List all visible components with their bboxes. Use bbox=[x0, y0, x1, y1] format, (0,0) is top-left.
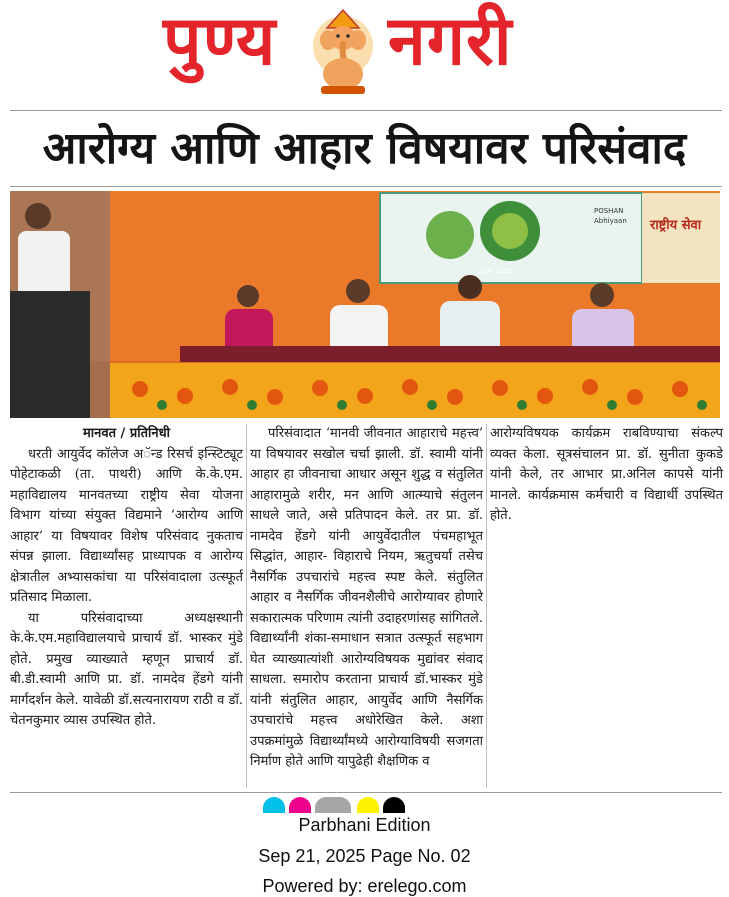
registration-mark-magenta bbox=[289, 797, 311, 813]
event-photo bbox=[10, 191, 720, 418]
article-paragraph-2: या परिसंवादाच्या अध्यक्षस्थानी के.के.एम.महाविद्यालयाचे प्राचार्य डॉ. भास्कर मुंडे होते. प्रमुख व्याख्याते म्हणून प्राचार्य डॉ. बी.डी.स्वामी आणि प्रा. डॉ. नामदेव हेंडगे यांनी मार्गदर्शन केले. यावेळी डॉ.सत्यनारायण राठी व डॉ. चेतनकुमार व्यास उपस्थित होते. bbox=[10, 610, 243, 728]
registration-mark-gray bbox=[315, 797, 351, 813]
masthead-title-left: पुण्य bbox=[163, 2, 277, 81]
banner-text-poshan: POSHAN bbox=[594, 207, 624, 215]
footer-rule bbox=[10, 792, 722, 793]
article-body bbox=[10, 424, 722, 788]
edition-label: Parbhani Edition bbox=[298, 815, 431, 835]
article-paragraph-3-continued: आरोग्यविषयक कार्यक्रम राबविण्याचा संकल्प व्यक्त केला. सूत्रसंचालन प्रा. डॉ. सुनीता कुकडे यांनी केले, तर आभार प्रा.अनिल कापसे यांनी मानले. कार्यक्रमास कर्मचारी व विद्यार्थी उपस्थित होते. bbox=[490, 426, 723, 523]
registration-mark-yellow bbox=[357, 797, 379, 813]
article-headline: आरोग्य आणि आहार विषयावर परिसंवाद bbox=[42, 123, 687, 174]
article-column-2 bbox=[250, 424, 483, 773]
date-page-label: Sep 21, 2025 Page No. 02 bbox=[258, 846, 471, 866]
ganesha-icon bbox=[311, 6, 375, 98]
masthead bbox=[0, 0, 729, 108]
powered-by-link[interactable]: Powered by: erelego.com bbox=[262, 876, 467, 896]
article-column-3 bbox=[490, 424, 723, 527]
column-rule-1 bbox=[246, 424, 247, 788]
banner-text-abhiyaan: Abhiyaan bbox=[594, 217, 627, 225]
article-paragraph-1: धरती आयुर्वेद कॉलेज अॅन्ड रिसर्च इन्स्टिट्यूट पोहेटाकळी (ता. पाथरी) आणि के.के.एम. महाविद्यालय मानवतच्या राष्ट्रीय सेवा योजना विभाग यांच्या संयुक्त विद्यमाने ‘आरोग्य आणि आहार’ या विषयावर विशेष परिसंवाद नुकताच संपन्न झाला. विद्यार्थ्यांसह प्राध्यापक व आरोग्य क्षेत्रातील अभ्यासकांचा या परिसंवादाला उत्स्फूर्त प्रतिसाद मिळाला. bbox=[10, 446, 243, 605]
registration-mark-black bbox=[383, 797, 405, 813]
dateline: मानवत / प्रतिनिधी bbox=[83, 426, 170, 441]
article-paragraph-3: परिसंवादात ‘मानवी जीवनात आहाराचे महत्त्व’ या विषयावर सखोल चर्चा झाली. डॉ. स्वामी यांनी आहार हा जीवनाचा आधार असून शुद्ध व संतुलित आहारामुळे शरीर, मन आणि आत्म्याचे संतुलन साधले जाते, असे प्रतिपादन केले. तर प्रा. डॉ. नामदेव हेंडगे यांनी आयुर्वेदातील पंचमहाभूत सिद्धांत, आहार- विहाराचे नियम, ऋतुचर्या तसेच नैसर्गिक उपचारांचे महत्त्व स्पष्ट केले. संतुलित आहार व नैसर्गिक जीवनशैलीचे आरोग्यावर होणारे सकारात्मक परिणाम त्यांनी उदाहरणांसह सांगितले. विद्यार्थ्यांनी शंका-समाधान सत्रात उत्स्फूर्त सहभाग घेत व्याख्यात्यांशी आरोग्यविषयक मुद्यांवर संवाद साधला. समारोप करताना प्राचार्य डॉ.भास्कर मुंडे यांनी संतुलित आहार, आयुर्वेद आणि नैसर्गिक उपचारांचे महत्त्व अधोरेखित केले. अशा उपक्रमांमुळे विद्यार्थ्यांमध्ये आरोग्याविषयी सजगता निर्माण होते आणि यापुढेही शैक्षणिक व bbox=[250, 426, 483, 769]
column-rule-2 bbox=[486, 424, 487, 788]
masthead-title-right: नगरी bbox=[388, 2, 513, 81]
headline-rule bbox=[10, 186, 722, 187]
article-column-1 bbox=[10, 424, 243, 732]
masthead-rule bbox=[10, 110, 722, 111]
banner-text-date: sept 2025 bbox=[478, 267, 514, 275]
banner-text-nss: राष्ट्रीय सेवा bbox=[650, 218, 702, 233]
registration-mark-cyan bbox=[263, 797, 285, 813]
